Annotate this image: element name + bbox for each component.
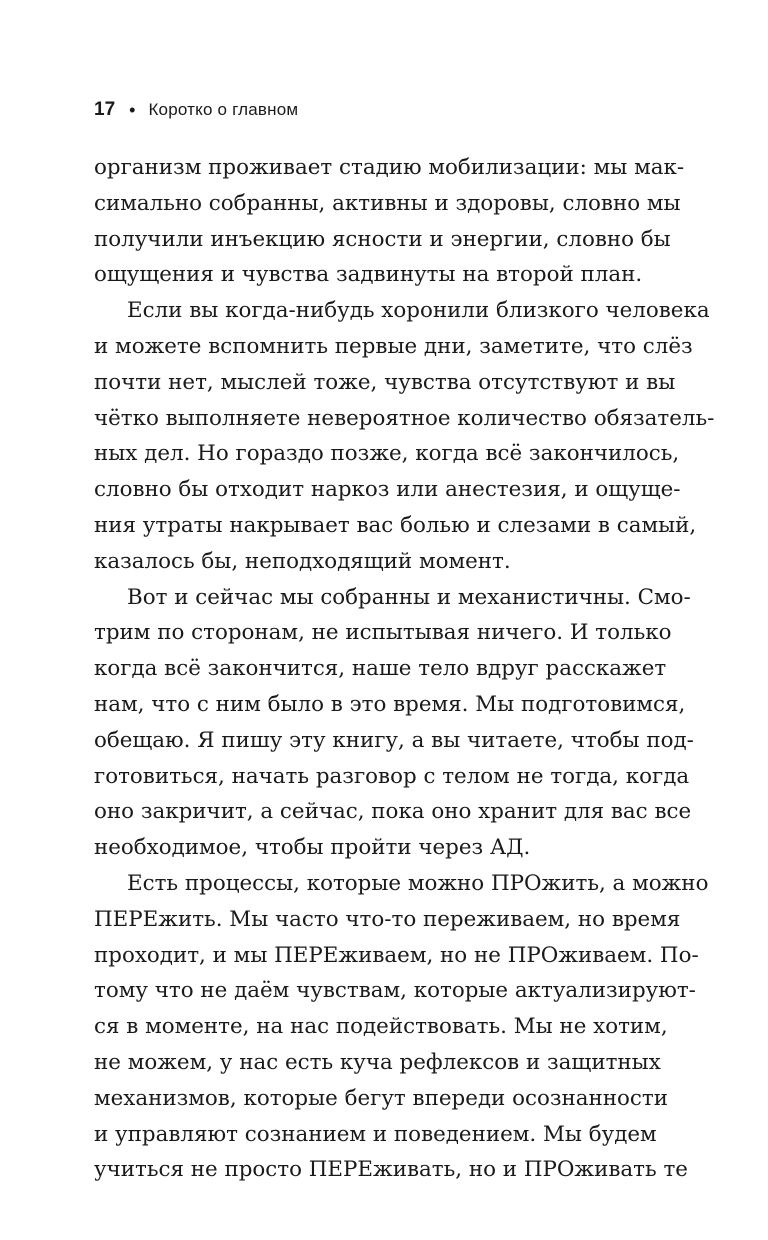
running-head	[94, 96, 298, 124]
text-line: когда всё закончится, наше тело вдруг расскажет	[94, 656, 667, 682]
header-bullet: •	[129, 99, 136, 120]
text-line: словно бы отходит наркоз или анестезия, и ощуще-	[94, 477, 681, 503]
text-line: нам, что с ним было в это время. Мы подготовимся,	[94, 691, 686, 717]
text-line: почти нет, мыслей тоже, чувства отсутствуют и вы	[94, 369, 676, 395]
text-line: тому что не даём чувствам, которые актуализируют-	[94, 978, 696, 1004]
text-line: организм проживает стадию мобилизации: мы мак-	[94, 155, 685, 180]
text-line: Есть процессы, которые можно ПРОжить, а можно	[127, 870, 709, 896]
text-line: проходит, и мы ПЕРЕживаем, но не ПРОживаем. По-	[94, 942, 699, 968]
text-line: готовиться, начать разговор с телом не тогда, когда	[94, 763, 690, 789]
text-line: ся в моменте, на нас подействовать. Мы не хотим,	[94, 1014, 668, 1040]
text-line: симально собранны, активны и здоровы, словно мы	[94, 190, 681, 216]
text-line: учиться не просто ПЕРЕживать, но и ПРОживать те	[94, 1157, 688, 1183]
chapter-title: Коротко о главном	[148, 100, 299, 119]
text-line: необходимое, чтобы пройти через АД.	[94, 835, 531, 861]
page-number: 17	[94, 99, 116, 120]
text-line: ных дел. Но гораздо позже, когда всё закончилось,	[94, 441, 680, 467]
text-line: Вот и сейчас мы собранны и механистичны. Смо-	[127, 584, 691, 610]
text-line: Если вы когда-нибудь хоронили близкого человека	[127, 298, 710, 324]
text-line: ощущения и чувства задвинуты на второй план.	[94, 262, 643, 288]
text-line: трим по сторонам, не испытывая ничего. И только	[94, 620, 672, 646]
text-line: ПЕРЕжить. Мы часто что-то переживаем, но время	[94, 906, 681, 932]
text-line: и управляют сознанием и поведением. Мы будем	[94, 1121, 657, 1147]
body-text	[94, 150, 715, 1188]
text-line: ния утраты накрывает вас болью и слезами в самый,	[94, 512, 697, 538]
text-line: и можете вспомнить первые дни, заметите, что слёз	[94, 333, 693, 359]
text-line: казалось бы, неподходящий момент.	[94, 548, 511, 574]
text-line: обещаю. Я пишу эту книгу, а вы читаете, чтобы под-	[94, 727, 694, 753]
text-line: оно закричит, а сейчас, пока оно хранит для вас все	[94, 799, 692, 825]
text-line: чётко выполняете невероятное количество обязатель-	[94, 405, 715, 431]
text-line: не можем, у нас есть куча рефлексов и защитных	[94, 1049, 661, 1075]
text-line: получили инъекцию ясности и энергии, словно бы	[94, 226, 671, 252]
text-line: механизмов, которые бегут впереди осознанности	[94, 1085, 668, 1111]
